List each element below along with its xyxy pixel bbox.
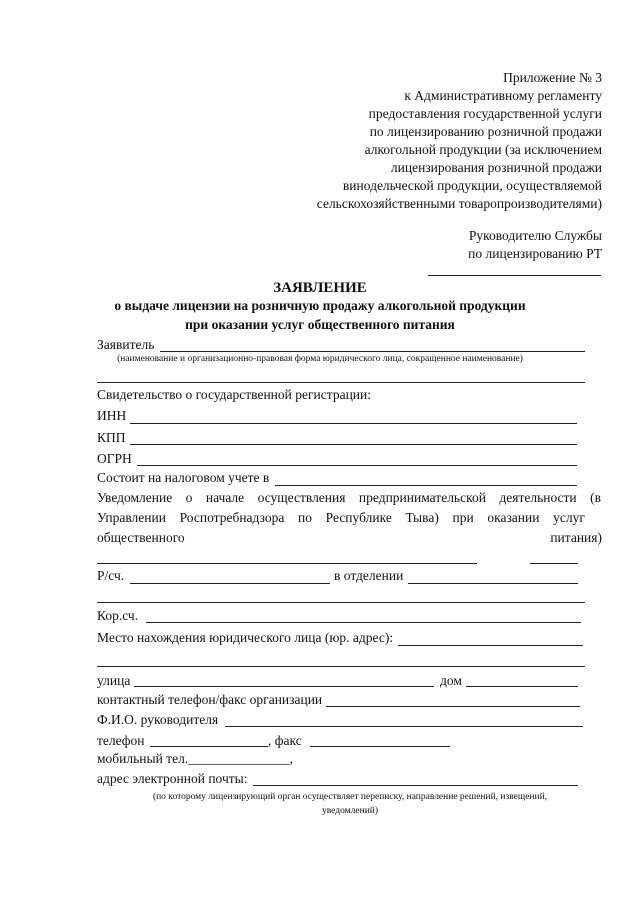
- notice-field[interactable]: [97, 563, 477, 564]
- ogrn-field[interactable]: [137, 465, 577, 466]
- location-field[interactable]: [398, 645, 583, 646]
- notice-word: Тыва): [405, 510, 439, 525]
- house-label: дом: [440, 673, 462, 688]
- inn-label: ИНН: [97, 408, 127, 423]
- addressee-line-1: Руководителю Службы: [468, 228, 602, 243]
- notice-word: по: [298, 510, 312, 525]
- branch-field[interactable]: [408, 583, 578, 584]
- notice-field-short[interactable]: [530, 563, 578, 564]
- phone-field[interactable]: [150, 746, 268, 747]
- corr-account-label: Кор.сч.: [97, 608, 139, 623]
- fax-label: , факс: [268, 733, 302, 748]
- street-label: улица: [97, 673, 131, 688]
- header-line-6: лицензирования розничной продажи: [390, 160, 602, 175]
- document-subtitle-1: о выдаче лицензии на розничную продажу алкогольной продукции: [114, 298, 526, 313]
- header-line-4: по лицензированию розничной продажи: [369, 124, 602, 139]
- applicant-field[interactable]: [160, 351, 585, 352]
- header-line-2: к Административному регламенту: [404, 88, 602, 103]
- notice-line-2: [97, 510, 585, 526]
- notice-word: предпринимательской: [358, 490, 486, 505]
- director-field[interactable]: [225, 726, 583, 727]
- notice-word: осуществления: [257, 490, 346, 505]
- notice-word: Управлении: [97, 510, 166, 525]
- email-hint-2: уведомлений): [321, 806, 379, 816]
- applicant-label: Заявитель: [97, 337, 155, 352]
- notice-line-1: [97, 490, 601, 506]
- ogrn-label: ОГРН: [97, 451, 132, 466]
- notice-word: оказании: [487, 510, 540, 525]
- location-field-line-2[interactable]: [97, 666, 585, 667]
- notice-word: начале: [205, 490, 245, 505]
- notice-word: при: [452, 510, 474, 525]
- document-title: ЗАЯВЛЕНИЕ: [273, 280, 367, 296]
- notice-word: деятельности: [499, 490, 577, 505]
- corr-account-field[interactable]: [146, 622, 581, 623]
- phone-label: телефон: [97, 733, 145, 748]
- notice-word: о: [185, 490, 193, 505]
- notice-word: (в: [590, 490, 601, 505]
- registration-label: Свидетельство о государственной регистрации:: [97, 387, 371, 402]
- header-line-7: винодельческой продукции, осуществляемой: [342, 178, 602, 193]
- header-line-3: предоставления государственной услуги: [368, 106, 602, 121]
- street-field[interactable]: [134, 686, 434, 687]
- fax-field[interactable]: [310, 746, 450, 747]
- notice-word: Уведомление: [97, 490, 173, 505]
- org-phone-field[interactable]: [326, 706, 580, 707]
- email-hint-1: (по которому лицензирующий орган осуществляет переписку, направление решений, извещений,: [152, 792, 548, 802]
- header-line-5: алкогольной продукции (за исключением: [364, 142, 602, 157]
- tax-label: Состоит на налоговом учете в: [97, 470, 270, 485]
- branch-field-line-2[interactable]: [97, 602, 585, 603]
- org-phone-label: контактный телефон/факс организации: [97, 692, 323, 707]
- header-line-1: Приложение № 3: [503, 70, 602, 85]
- account-label: Р/сч.: [97, 568, 125, 583]
- account-field[interactable]: [130, 583, 330, 584]
- tax-field[interactable]: [275, 485, 577, 486]
- document-subtitle-2: при оказании услуг общественного питания: [185, 317, 455, 332]
- notice-word: Республике: [325, 510, 392, 525]
- branch-label: в отделении: [334, 568, 404, 583]
- mobile-label-text: мобильный тел.: [97, 751, 189, 766]
- director-label: Ф.И.О. руководителя: [97, 712, 219, 727]
- inn-field[interactable]: [130, 423, 577, 424]
- kpp-field[interactable]: [130, 444, 577, 445]
- addressee-signature-line: [428, 275, 601, 276]
- applicant-field-line-2[interactable]: [97, 382, 585, 383]
- applicant-hint: (наименование и организационно-правовая форма юридического лица, сокращенное наименование): [117, 354, 523, 364]
- notice-word: Роспотребнадзора: [179, 510, 285, 525]
- kpp-label: КПП: [97, 430, 126, 445]
- notice-word: услуг: [553, 510, 585, 525]
- header-line-8: сельскохозяйственными товаропроизводителями): [316, 196, 602, 211]
- house-field[interactable]: [466, 686, 578, 687]
- notice-line-3-left: общественного: [97, 530, 185, 545]
- email-label: адрес электронной почты:: [97, 771, 248, 786]
- email-field[interactable]: [253, 785, 578, 786]
- mobile-comma: ,: [289, 751, 293, 766]
- mobile-label: [97, 751, 293, 767]
- addressee-line-2: по лицензированию РТ: [468, 246, 602, 261]
- location-label: Место нахождения юридического лица (юр. адрес):: [97, 630, 394, 645]
- notice-line-3-right: питания): [550, 530, 602, 545]
- mobile-field[interactable]: _______________: [188, 751, 290, 766]
